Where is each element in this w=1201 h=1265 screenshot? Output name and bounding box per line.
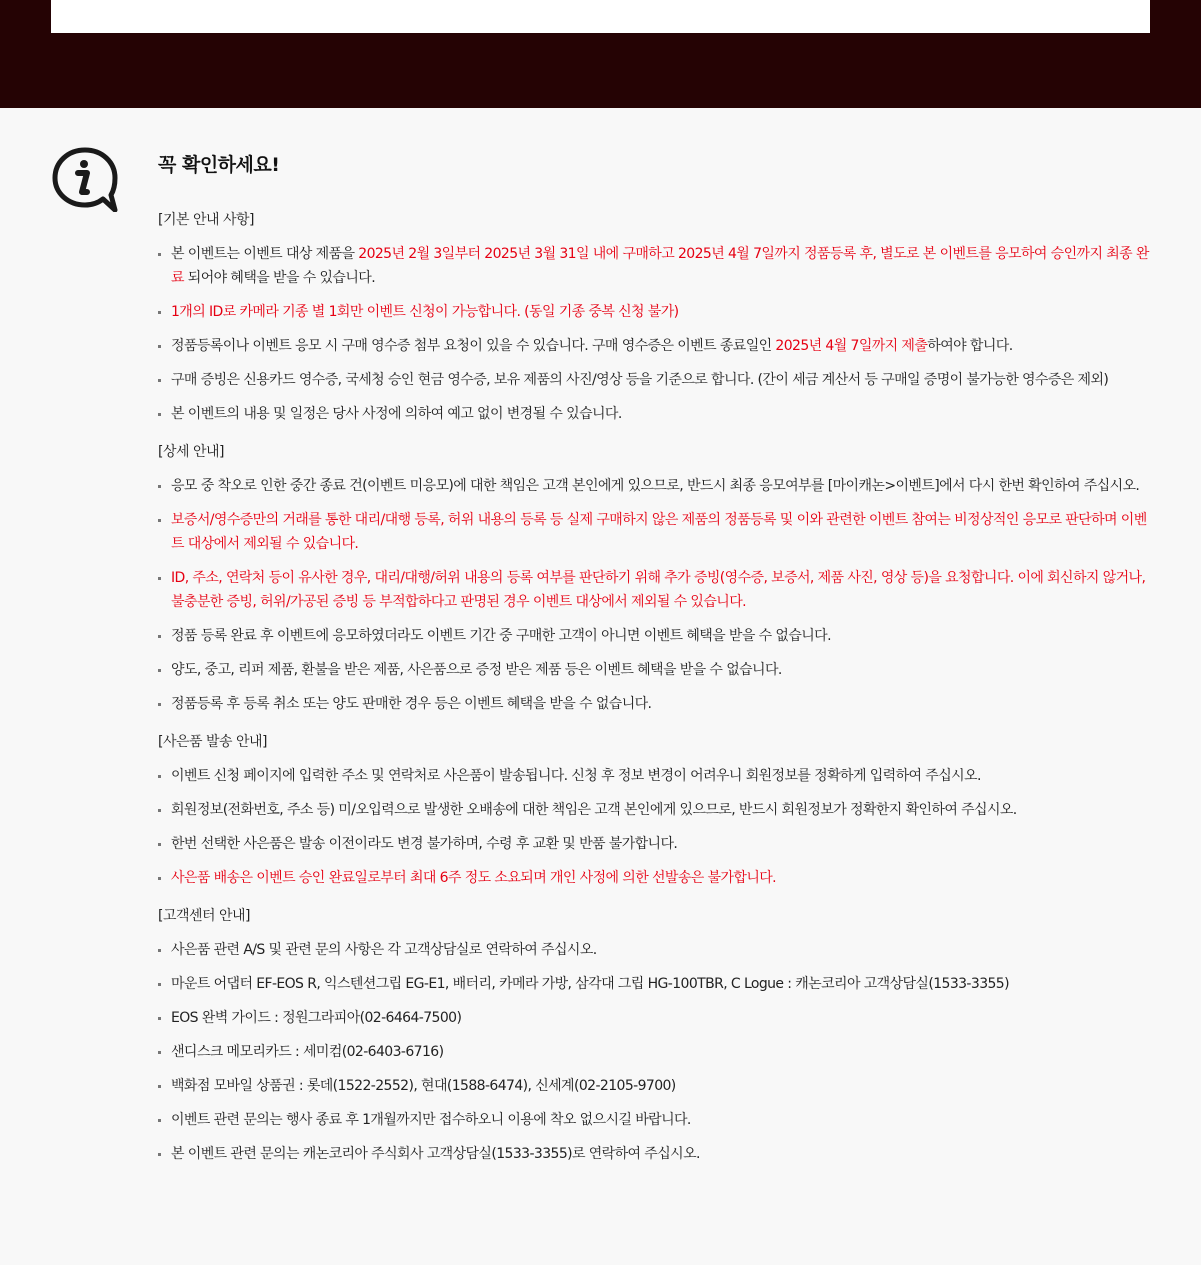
- list-item: 이벤트 관련 문의는 행사 종료 후 1개월까지만 접수하오니 이용에 착오 없으시길 바랍니다.: [158, 1108, 1154, 1132]
- section-list-basic: [158, 242, 1154, 426]
- list-item: 보증서/영수증만의 거래를 통한 대리/대행 등록, 허위 내용의 등록 등 실제 구매하지 않은 제품의 정품등록 및 이와 관련한 이벤트 참여는 비정상적인 응모로 판단하며 이벤트 대상에서 제외될 수 있습니다.: [158, 508, 1154, 556]
- list-item: 응모 중 착오로 인한 중간 종료 건(이벤트 미응모)에 대한 책임은 고객 본인에게 있으므로, 반드시 최종 응모여부를 [마이캐논>이벤트]에서 다시 한번 확인하여 주십시오.: [158, 474, 1154, 498]
- top-banner-band: [0, 0, 1201, 108]
- list-item: ID, 주소, 연락처 등이 유사한 경우, 대리/대행/허위 내용의 등록 여부를 판단하기 위해 추가 증빙(영수증, 보증서, 제품 사진, 영상 등)을 요청합니다. 이에 회신하지 않거나, 불충분한 증빙, 허위/가공된 증빙 등 부적합하다고 판명된 경우 이벤트 대상에서 제외될 수 있습니다.: [158, 566, 1154, 614]
- list-item-text: 본 이벤트는 이벤트 대상 제품을: [171, 246, 359, 262]
- list-item-text: 본 이벤트의 내용 및 일정은 당사 사정에 의하여 예고 없이 변경될 수 있습니다.: [171, 406, 622, 422]
- list-item-highlight: 1개의 ID로 카메라 기종 별 1회만 이벤트 신청이 가능합니다. (동일 기종 중복 신청 불가): [171, 304, 679, 320]
- list-item: 사은품 배송은 이벤트 승인 완료일로부터 최대 6주 정도 소요되며 개인 사정에 의한 선발송은 불가합니다.: [158, 866, 1154, 890]
- list-item: 한번 선택한 사은품은 발송 이전이라도 변경 불가하며, 수령 후 교환 및 반품 불가합니다.: [158, 832, 1154, 856]
- list-item: 정품등록 후 등록 취소 또는 양도 판매한 경우 등은 이벤트 혜택을 받을 수 없습니다.: [158, 692, 1154, 716]
- list-item: 양도, 중고, 리퍼 제품, 환불을 받은 제품, 사은품으로 증정 받은 제품 등은 이벤트 혜택을 받을 수 없습니다.: [158, 658, 1154, 682]
- notice-content: [158, 150, 1154, 1180]
- list-item: [158, 402, 1154, 426]
- top-content-card: [51, 0, 1150, 33]
- list-item: 백화점 모바일 상품권 : 롯데(1522-2552), 현대(1588-6474), 신세계(02-2105-9700): [158, 1074, 1154, 1098]
- list-item: [158, 368, 1154, 392]
- section-heading-detail: [상세 안내]: [158, 444, 224, 460]
- section-list-customer-center: [158, 938, 1154, 1166]
- notice-title: 꼭 확인하세요!: [158, 154, 280, 176]
- list-item: 회원정보(전화번호, 주소 등) 미/오입력으로 발생한 오배송에 대한 책임은 고객 본인에게 있으므로, 반드시 회원정보가 정확한지 확인하여 주십시오.: [158, 798, 1154, 822]
- list-item: [158, 300, 1154, 324]
- list-item: 본 이벤트 관련 문의는 캐논코리아 주식회사 고객상담실(1533-3355)로 연락하여 주십시오.: [158, 1142, 1154, 1166]
- section-heading-gift: [사은품 발송 안내]: [158, 734, 267, 750]
- list-item: 이벤트 신청 페이지에 입력한 주소 및 연락처로 사은품이 발송됩니다. 신청 후 정보 변경이 어려우니 회원정보를 정확하게 입력하여 주십시오.: [158, 764, 1154, 788]
- list-item-text: 구매 증빙은 신용카드 영수증, 국세청 승인 현금 영수증, 보유 제품의 사진/영상 등을 기준으로 합니다. (간이 세금 계산서 등 구매일 증명이 불가능한 영수증은 제외): [171, 372, 1109, 388]
- list-item: 샌디스크 메모리카드 : 세미컴(02-6403-6716): [158, 1040, 1154, 1064]
- list-item-text: 정품등록이나 이벤트 응모 시 구매 영수증 첨부 요청이 있을 수 있습니다. 구매 영수증은 이벤트 종료일인: [171, 338, 776, 354]
- list-item-highlight: 2025년 4월 7일까지 제출: [775, 338, 928, 354]
- section-list-detail: [158, 474, 1154, 716]
- section-heading-basic: [기본 안내 사항]: [158, 212, 254, 228]
- section-list-gift: [158, 764, 1154, 890]
- list-item-highlight: 2025년 2월 3일부터 2025년 3월 31일 내에 구매하고 2025년 4월 7일까지 정품등록 후, 별도로 본 이벤트를 응모하여 승인까지 최종 완료: [171, 246, 1149, 286]
- list-item: [158, 242, 1154, 290]
- info-speech-bubble-icon: [52, 146, 118, 212]
- list-item: 사은품 관련 A/S 및 관련 문의 사항은 각 고객상담실로 연락하여 주십시오.: [158, 938, 1154, 962]
- list-item: 마운트 어댑터 EF-EOS R, 익스텐션그립 EG-E1, 배터리, 카메라 가방, 삼각대 그립 HG-100TBR, C Logue : 캐논코리아 고객상담실(1533-3355): [158, 972, 1154, 996]
- list-item-text: 되어야 혜택을 받을 수 있습니다.: [183, 270, 376, 286]
- list-item: [158, 334, 1154, 358]
- list-item: 정품 등록 완료 후 이벤트에 응모하였더라도 이벤트 기간 중 구매한 고객이 아니면 이벤트 혜택을 받을 수 없습니다.: [158, 624, 1154, 648]
- list-item-text: 하여야 합니다.: [927, 338, 1013, 354]
- section-heading-customer-center: [고객센터 안내]: [158, 908, 251, 924]
- list-item: EOS 완벽 가이드 : 정원그라피아(02-6464-7500): [158, 1006, 1154, 1030]
